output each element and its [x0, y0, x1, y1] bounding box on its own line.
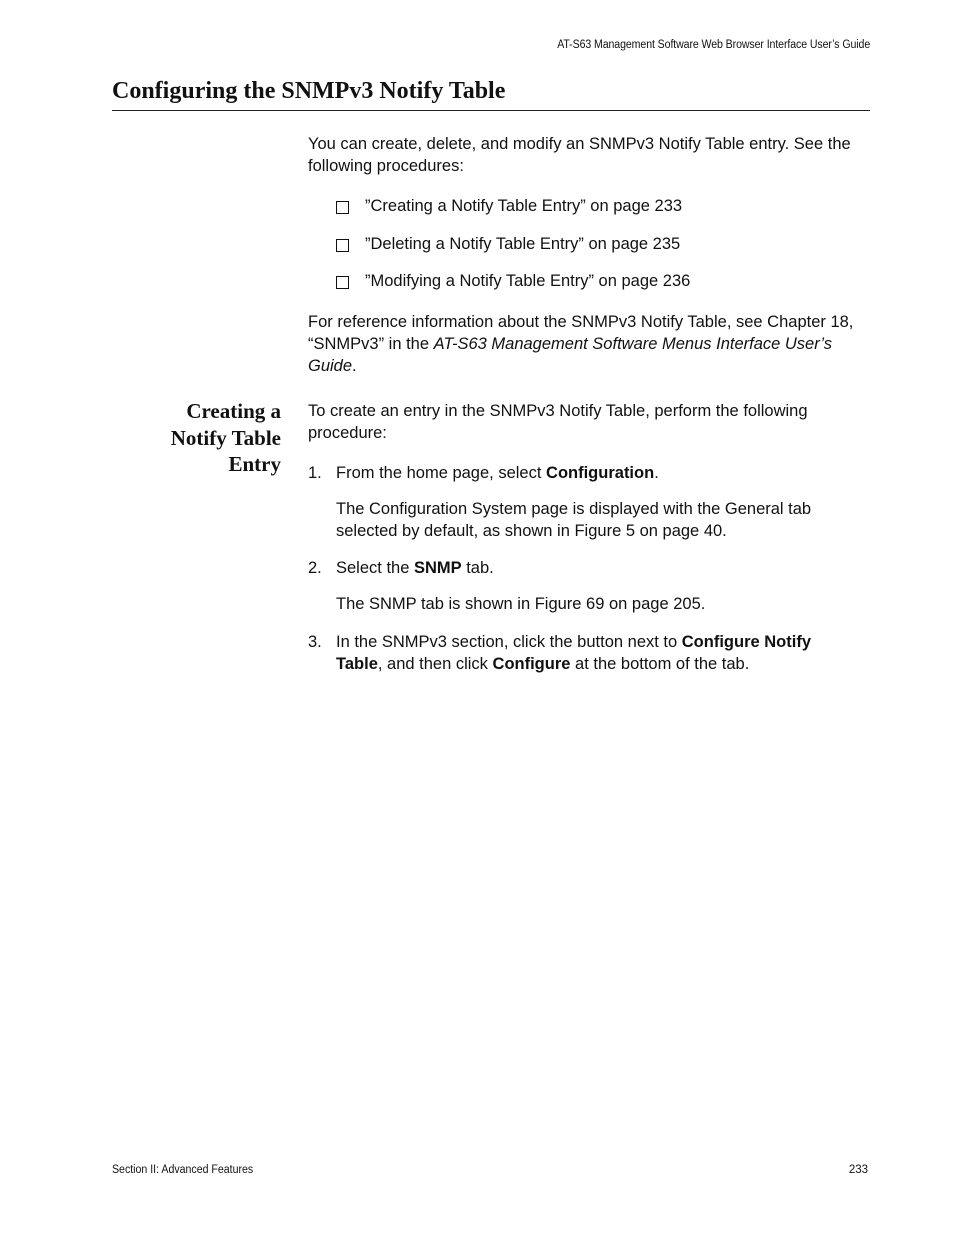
- section-heading: [120, 398, 281, 478]
- step-ui-term: Configure Notify Table: [336, 633, 812, 673]
- list-item: [336, 195, 690, 233]
- procedure-intro: To create an entry in the SNMPv3 Notify Table, perform the following procedure:: [308, 402, 808, 442]
- reference-paragraph: [308, 311, 874, 377]
- reference-suffix: .: [352, 357, 357, 375]
- step-text: Select the: [336, 559, 414, 577]
- page-number: 233: [848, 1164, 868, 1176]
- procedure-link[interactable]: ”Deleting a Notify Table Entry” on page 235: [365, 234, 681, 253]
- step-ui-term: Configuration: [546, 464, 655, 482]
- footer-section: Section II: Advanced Features: [112, 1164, 254, 1176]
- step-text: tab.: [461, 559, 494, 577]
- step-number: 2.: [308, 559, 322, 577]
- page-title: Configuring the SNMPv3 Notify Table: [112, 78, 506, 104]
- procedure-link[interactable]: ”Creating a Notify Table Entry” on page 233: [365, 197, 683, 215]
- list-item: [336, 233, 690, 271]
- reference-text: For reference information about the SNMPv3 Notify Table, see Chapter 18, “SNMPv3” in the: [308, 313, 854, 353]
- reference-guide-title: AT-S63 Management Software Menus Interface User’s Guide: [308, 335, 832, 375]
- section-heading-line: Notify Table: [170, 425, 281, 450]
- checkbox-bullet-icon: [336, 276, 349, 289]
- step-instruction: [336, 557, 866, 579]
- step-ui-term: SNMP: [413, 559, 462, 577]
- step-text: .: [654, 464, 659, 482]
- step-instruction: [336, 462, 866, 484]
- section-heading-line: Entry: [228, 452, 281, 476]
- checkbox-bullet-icon: [336, 239, 349, 252]
- step-text: at the bottom of the tab.: [570, 655, 750, 673]
- step-text: From the home page, select: [336, 464, 547, 482]
- procedure-link[interactable]: ”Modifying a Notify Table Entry” on page 236: [365, 272, 691, 290]
- procedure-link-list: [336, 195, 690, 308]
- step-ui-term: Configure: [492, 655, 571, 673]
- step-text: In the SNMPv3 section, click the button next to: [336, 633, 682, 651]
- intro-paragraph: You can create, delete, and modify an SNMPv3 Notify Table entry. See the following procedures:: [308, 135, 851, 175]
- step-instruction: [336, 631, 848, 675]
- step-number: 3.: [308, 633, 322, 651]
- running-header: AT-S63 Management Software Web Browser Interface User’s Guide: [557, 39, 870, 51]
- step-note: The Configuration System page is displayed with the General tab selected by default, as shown in Figure 5 on page 40.: [336, 500, 812, 540]
- section-heading-line: Creating a: [186, 399, 281, 423]
- list-item: [336, 270, 690, 308]
- step-number: 1.: [308, 464, 322, 482]
- step-text: , and then click: [377, 655, 493, 673]
- title-divider: [112, 110, 870, 111]
- checkbox-bullet-icon: [336, 201, 349, 214]
- step-note: The SNMP tab is shown in Figure 69 on page 205.: [336, 595, 706, 613]
